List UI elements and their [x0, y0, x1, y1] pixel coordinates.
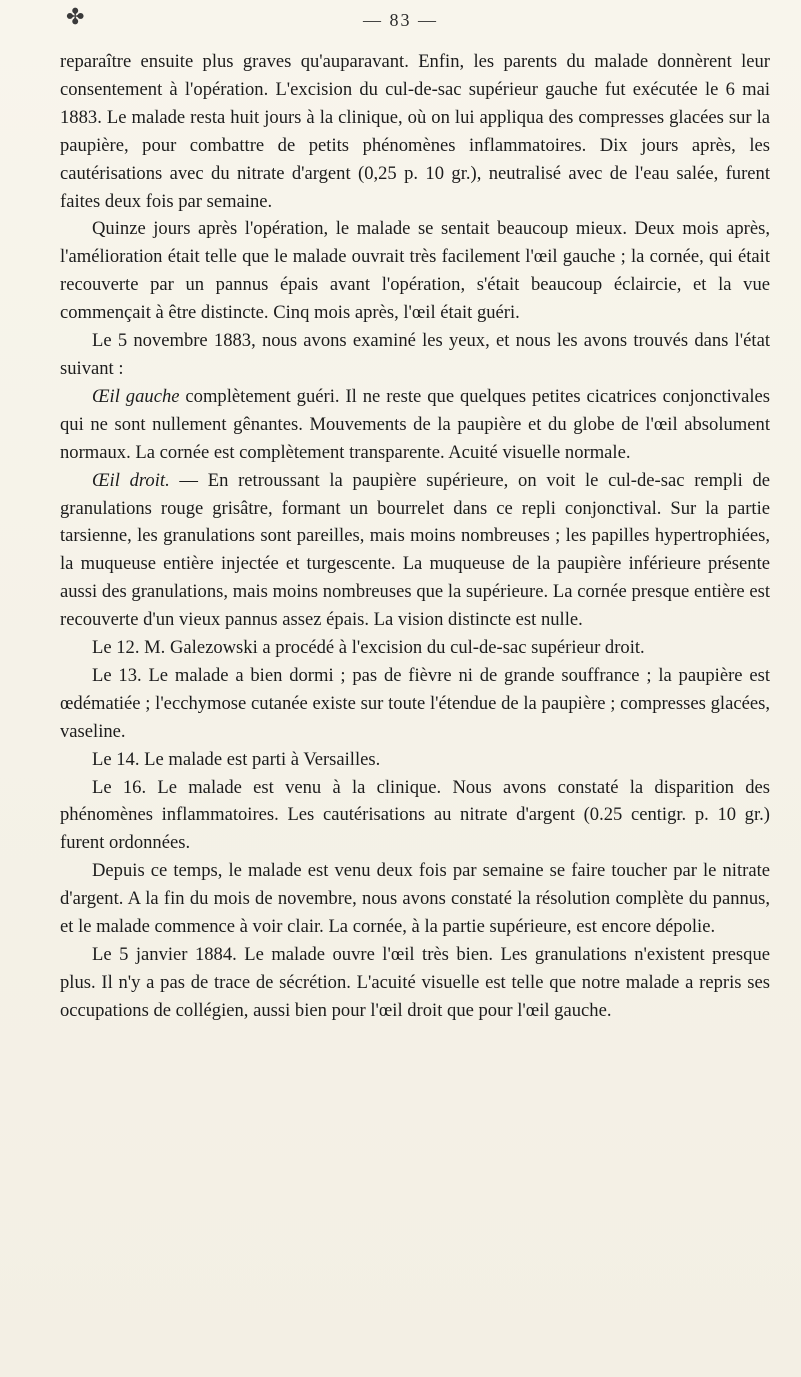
paragraph-text: Depuis ce temps, le malade est venu deux fois par semaine se faire toucher par le nitrate d'argent. A la fin du mois de novembre, nous avons constaté la résolution complète du pannus, et le malade commence à voir clair. La cornée, à la partie supérieure, est encore dépolie.: [60, 860, 770, 938]
paragraph-text: Le 5 novembre 1883, nous avons examiné les yeux, et nous les avons trouvés dans l'état suivant :: [60, 330, 770, 379]
paragraph-text: Le 12. M. Galezowski a procédé à l'excision du cul-de-sac supérieur droit.: [92, 637, 645, 659]
paragraph-text: complètement guéri. Il ne reste que quelques petites cicatrices conjonctivales qui ne sont nullement gênantes. Mouvements de la paupière et du globe de l'œil absolument normaux. La cornée est complètement transparente. Acuité visuelle normale.: [60, 385, 770, 463]
paragraph-text: Le 14. Le malade est parti à Versailles.: [92, 748, 381, 770]
paragraph-8: [60, 746, 770, 774]
paragraph-text: Le 16. Le malade est venu à la clinique. Nous avons constaté la disparition des phénomènes inflammatoires. Les cautérisations au nitrate d'argent (0.25 centigr. p. 10 gr.) furent ordonnées.: [60, 776, 770, 854]
paragraph-10: [60, 857, 770, 941]
paragraph-text: Le 13. Le malade a bien dormi ; pas de fièvre ni de grande souffrance ; la paupière est œdématiée ; l'ecchymose cutanée existe sur toute l'étendue de la paupière ; compresses glacées, vaseline.: [60, 664, 770, 742]
paragraph-3: [60, 327, 770, 383]
paragraph-lead: Œil droit.: [92, 469, 170, 491]
paragraph-text: Le 5 janvier 1884. Le malade ouvre l'œil très bien. Les granulations n'existent presque plus. Il n'y a pas de trace de sécrétion. L'acuité visuelle est telle que notre malade a repris ses occupations de collégien, aussi bien pour l'œil droit que pour l'œil gauche.: [60, 944, 770, 1021]
paragraph-9: [60, 774, 770, 858]
paragraph-6: [60, 634, 770, 662]
paragraph-text: — En retroussant la paupière supérieure, on voit le cul-de-sac rempli de granulations rouge grisâtre, formant un bourrelet dans ce repli conjonctival. Sur la partie tarsienne, les granulations sont pareilles, mais moins nombreuses ; les papilles hypertrophiées, la muqueuse entière injectée et turgescente. La muqueuse de la paupière inférieure présente aussi des granulations, mais moins nombreuses que la supérieure. La cornée presque entière est recouverte d'un vieux pannus assez épais. La vision distincte est nulle.: [60, 469, 770, 631]
paragraph-1: [60, 48, 770, 215]
paragraph-text: reparaître ensuite plus graves qu'auparavant. Enfin, les parents du malade donnèrent leur consentement à l'opération. L'excision du cul-de-sac supérieur gauche fut exécutée le 6 mai 1883. Le malade resta huit jours à la clinique, où on lui appliqua des compresses glacées sur la paupière, pour combattre de petits phénomènes inflammatoires. Dix jours après, les cautérisations avec du nitrate d'argent (0,25 p. 10 gr.), neutralisé avec de l'eau salée, furent faites deux fois par semaine.: [60, 51, 770, 212]
corner-ornament-icon: ✤: [66, 4, 85, 29]
page-number: — 83 —: [363, 10, 438, 30]
body-text: [60, 48, 770, 1025]
paragraph-2: [60, 215, 770, 327]
paragraph-right-eye: [60, 467, 770, 634]
paragraph-left-eye: [60, 383, 770, 467]
paragraph-lead: Œil gauche: [92, 385, 180, 407]
paragraph-11: [60, 941, 770, 1025]
paragraph-7: [60, 662, 770, 746]
paragraph-text: Quinze jours après l'opération, le malade se sentait beaucoup mieux. Deux mois après, l'amélioration était telle que le malade ouvrait très facilement l'œil gauche ; la cornée, qui était recouverte par un pannus épais avant l'opération, s'était beaucoup éclaircie, et la vue commençait à être distincte. Cinq mois après, l'œil était guéri.: [60, 218, 770, 324]
